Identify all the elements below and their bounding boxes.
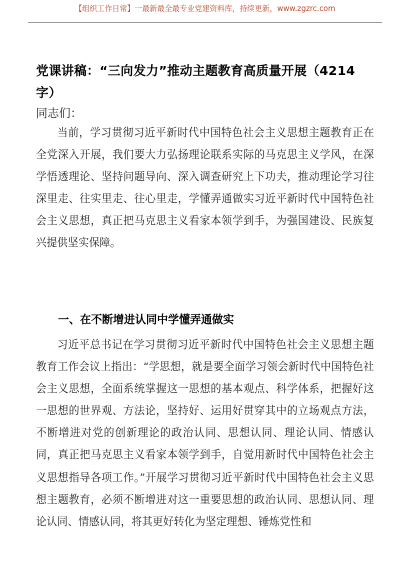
paragraph-intro: 当前，学习贯彻习近平新时代中国特色社会主义思想主题教育正在全党深入开展，我们要大力弘扬理论联系实际的马克思主义学风，在深学悟透理论、坚持问题导向、深入调查研究上下功夫，推动理论学习往深里走、往实里走、往心里走，学懂弄通做实习近平新时代中国特色社会主义思想，真正把马克思主义看家本领学到手，为强国建设、民族复兴提供坚实保障。 xyxy=(36,127,374,250)
section-heading-1: 一、在不断增进认同中学懂弄通做实 xyxy=(58,313,234,326)
paragraph-section-1: 习近平总书记在学习贯彻习近平新时代中国特色社会主义思想主题教育工作会议上指出：“学思想，就是要全面学习领会新时代中国特色社会主义思想，全面系统掌握这一思想的基本观点、科学体系，把握好这一思想的世界观、方法论，坚持好、运用好贯穿其中的立场观点方法，不断增进对党的创新理论的政治认同、思想认同、理论认同、情感认同，真正把马克思主义看家本领学到手，自觉用新时代中国特色社会主义思想指导各项工作。”开展学习贯彻习近平新时代中国特色社会主义思想主题教育，必须不断增进对这一重要思想的政治认同、思想认同、理论认同、情感认同，将其更好转化为坚定理想、锤炼党性和 xyxy=(36,339,374,528)
greeting: 同志们： xyxy=(36,106,82,120)
page-header: 【组织工作日常】一最新最全最专业党建资料库，持续更新，www.zgzrc.com xyxy=(74,4,336,13)
document-title: 党课讲稿：“三向发力”推动主题教育高质量开展（4214字） xyxy=(36,63,356,100)
header-divider xyxy=(28,22,382,23)
